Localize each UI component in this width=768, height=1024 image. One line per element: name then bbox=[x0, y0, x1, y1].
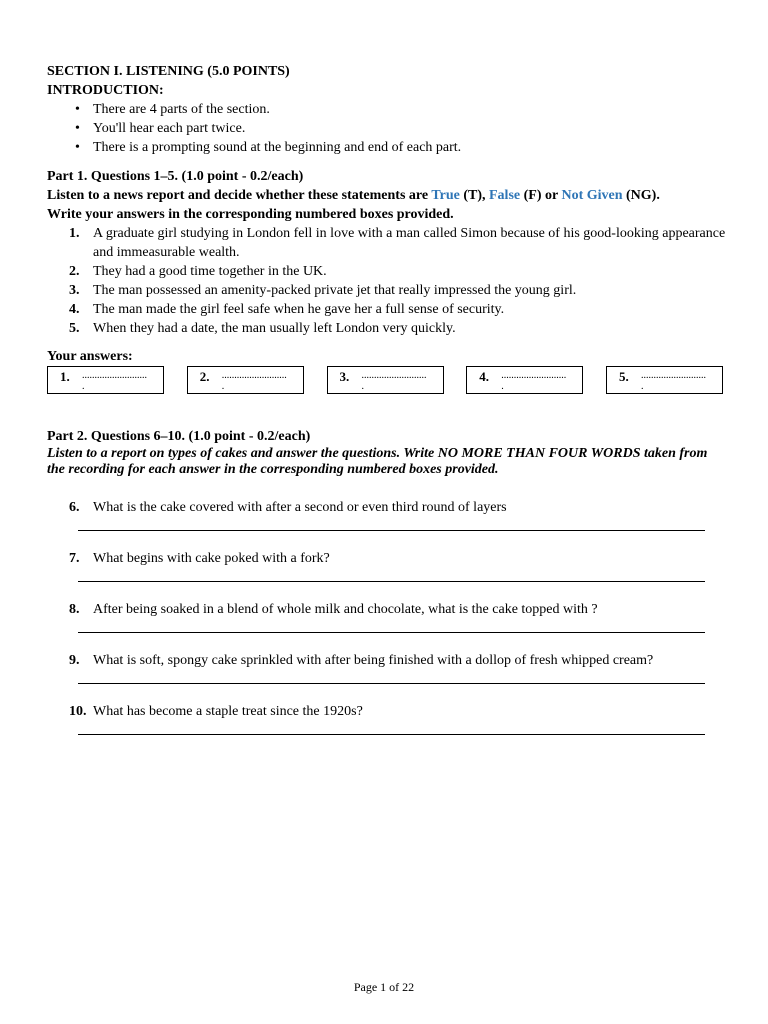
question-10: 10. What has become a staple treat since the 1920s? bbox=[69, 704, 363, 719]
answer-line-8[interactable] bbox=[78, 619, 705, 633]
answer-line-7[interactable] bbox=[78, 568, 705, 582]
part1-heading: Part 1. Questions 1–5. (1.0 point - 0.2/each) bbox=[47, 169, 304, 184]
bullet-icon: • bbox=[75, 102, 80, 117]
statement-list bbox=[47, 224, 727, 338]
question-7: 7. What begins with cake poked with a fork? bbox=[69, 551, 330, 566]
intro-bullet-list bbox=[47, 100, 727, 157]
not-given-label: Not Given bbox=[561, 188, 623, 203]
question-6: 6. What is the cake covered with after a second or even third round of layers bbox=[69, 500, 507, 515]
statement-item: 1. A graduate girl studying in London fell in love with a man called Simon because of his good-looking appearance and immeasurable wealth. bbox=[69, 226, 726, 260]
part1-instructions: Listen to a news report and decide whether these statements are True (T), False (F) or Not Given (NG). bbox=[47, 188, 660, 203]
statement-item: 2. They had a good time together in the UK. bbox=[69, 264, 327, 279]
intro-title: INTRODUCTION: bbox=[47, 83, 164, 98]
section-title: SECTION I. LISTENING (5.0 POINTS) bbox=[47, 64, 290, 79]
statement-item: 4. The man made the girl feel safe when he gave her a full sense of security. bbox=[69, 302, 505, 317]
answer-box-1[interactable]: 1. .......................... . bbox=[47, 366, 164, 394]
answer-box-4[interactable]: 4. .......................... . bbox=[466, 366, 583, 394]
answer-line-6[interactable] bbox=[78, 517, 705, 531]
answer-line-10[interactable] bbox=[78, 721, 705, 735]
statement-item: 5. When they had a date, the man usually left London very quickly. bbox=[69, 321, 456, 336]
part2-heading: Part 2. Questions 6–10. (1.0 point - 0.2/each) bbox=[47, 429, 311, 444]
statement-item: 3. The man possessed an amenity-packed private jet that really impressed the young girl. bbox=[69, 283, 577, 298]
bullet-icon: • bbox=[75, 140, 80, 155]
answer-boxes bbox=[47, 366, 723, 394]
false-label: False bbox=[489, 188, 521, 203]
document-page bbox=[47, 62, 727, 735]
part1-instructions-2: Write your answers in the corresponding numbered boxes provided. bbox=[47, 207, 454, 222]
part2-instructions: Listen to a report on types of cakes and answer the questions. Write NO MORE THAN FOUR WORDS taken from the recording for each answer in the corresponding numbered boxes provided. bbox=[47, 446, 708, 477]
question-8: 8. After being soaked in a blend of whole milk and chocolate, what is the cake topped with ? bbox=[69, 602, 598, 617]
page-footer: Page 1 of 22 bbox=[353, 980, 415, 994]
intro-bullet: • There is a prompting sound at the beginning and end of each part. bbox=[75, 140, 462, 155]
answer-box-2[interactable]: 2. .......................... . bbox=[187, 366, 304, 394]
answers-label: Your answers: bbox=[47, 349, 133, 364]
intro-bullet: • You'll hear each part twice. bbox=[75, 121, 246, 136]
question-9: 9. What is soft, spongy cake sprinkled with after being finished with a dollop of fresh whipped cream? bbox=[69, 653, 654, 668]
bullet-icon: • bbox=[75, 121, 80, 136]
intro-bullet: • There are 4 parts of the section. bbox=[75, 102, 270, 117]
answer-line-9[interactable] bbox=[78, 670, 705, 684]
true-label: True bbox=[431, 188, 460, 203]
answer-box-3[interactable]: 3. .......................... . bbox=[327, 366, 444, 394]
answer-box-5[interactable]: 5. .......................... . bbox=[606, 366, 723, 394]
